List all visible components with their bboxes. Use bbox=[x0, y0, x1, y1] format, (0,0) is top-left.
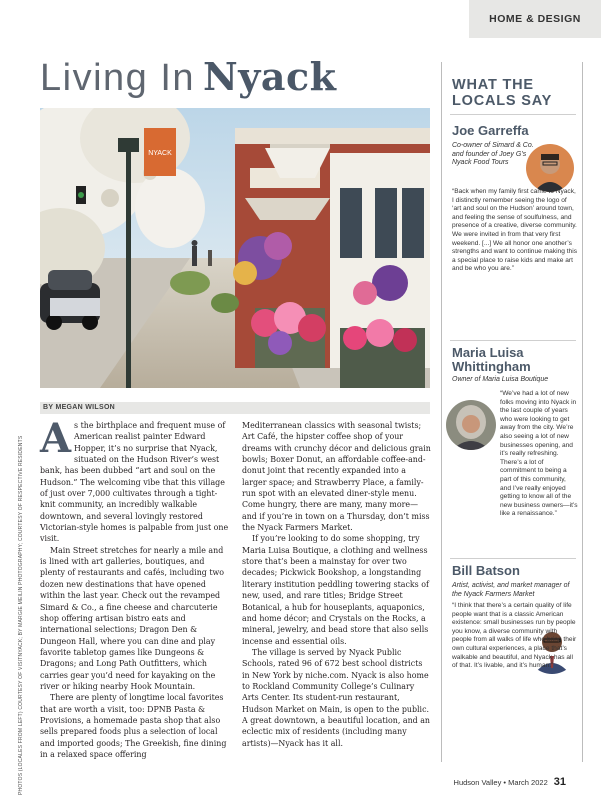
divider bbox=[450, 558, 576, 559]
article-column-1 bbox=[40, 415, 230, 760]
article-paragraph: If you’re looking to do some shopping, try Maria Luisa Boutique, a clothing and wellness store that’s been a mainstay for over two decades; Pickwick Bookshop, a longstanding literary institution peddling towering stacks of new, used, and rare titles; Bridge Street Botanical, a hub for houseplants, aquaponics, and home décor; and Crystals on the Rocks, a mineral, jewelry, and bead store that also sells incense and essential oils. bbox=[242, 534, 429, 646]
quote-text: “Back when my family first came to Nyack, I distinctly remember seeing the logo of ‘art and soul on the Hudson’ around town, and feeling the sense of soulfulness, and presence of a creative, diverse community. We were invited in from that very first weekend. [...] We all honor one another’s strengths and want to continue making this a special place to raise kids and make art and be who you are.” bbox=[452, 188, 577, 273]
sidebar-title: WHAT THE LOCALS SAY bbox=[452, 77, 553, 109]
quote-name: Bill Batson bbox=[452, 563, 520, 578]
quote-role: Co-owner of Simard & Co. and founder of Joey G’s Nyack Food Tours bbox=[452, 142, 534, 166]
divider bbox=[450, 114, 576, 115]
page-title bbox=[40, 54, 337, 99]
article-paragraph: As the birthplace and frequent muse of American realist painter Edward Hopper, it’s no surprise that Nyack, situated on the Hudson River’s west bank, has been dubbed “art and soul on the Hudson.” The welcoming vibe that this village of just over 7,000 cultivates through a tight-knit community, an incredibly walkable downtown, and several lovingly restored Victorian-style homes is palpable from just one visit. bbox=[40, 415, 229, 544]
quote-role: Artist, activist, and market manager of the Nyack Farmers Market bbox=[452, 582, 570, 598]
quote-name: Maria Luisa bbox=[452, 345, 524, 360]
section-tag bbox=[469, 0, 601, 38]
street-scene-image bbox=[40, 108, 430, 388]
divider bbox=[450, 340, 576, 341]
section-label: HOME & DESIGN bbox=[489, 13, 581, 25]
avatar bbox=[526, 144, 574, 192]
article-paragraph: Main Street stretches for nearly a mile and is lined with art galleries, boutiques, and plenty of restaurants and cafés, including two dozen new destinations that have opened within the last year. Check out the revamped Simard & Co., a fine cheese and charcuterie shop offering artisan bistro eats and international selections; Dragon Den & Dungeon Hall, where you can dine and play favorite tabletop games like Dungeons & Dragons; and Long Path Outfitters, which carries gear you’d need for kayaking on the river or hiking nearby Hook Mountain. bbox=[40, 545, 225, 691]
article-paragraph: There are plenty of longtime local favorites that are worth a visit, too: DPNB Pasta & Provisions, a homemade pasta shop that also sells prepared foods plus a selection of local and imported goods; The Greekish, fine dining in a relaxed space offering bbox=[40, 693, 227, 759]
article-column-2 bbox=[242, 420, 432, 749]
article-paragraph: Mediterranean classics with seasonal twists; Art Café, the hipster coffee shop of your dreams with crunchy décor and delicious grain bowls; Boxer Donut, an affordable coffee-and-donut joint that recently expanded into a larger space; and Strawberry Place, a family-run spot with an elevated diner-style menu. Come hungry, there are many, many more—and if you’re in town on a Thursday, don’t miss the Nyack Farmers Market. bbox=[242, 421, 431, 533]
title-light: Living In bbox=[40, 57, 196, 99]
quote-name: Joe Garreffa bbox=[452, 123, 529, 138]
title-bold: Nyack bbox=[203, 54, 337, 99]
article-paragraph: The village is served by Nyack Public Schools, rated 96 of 672 best school districts in New York by niche.com. Nyack is also home to Rockland Community College’s Culinary Arts Center. Its student-run restaurant, Hudson Market on Main, is open to the public. A great downtown, a beautiful location, and an eclectic mix of residents (including many artists)—Nyack has it all. bbox=[242, 647, 431, 748]
locals-sidebar bbox=[441, 62, 583, 762]
page-footer bbox=[454, 776, 566, 788]
page-number: 31 bbox=[553, 776, 566, 788]
quote-role: Owner of Maria Luisa Boutique bbox=[452, 376, 549, 383]
avatar bbox=[446, 400, 496, 450]
quote-text: “We’ve had a lot of new folks moving into Nyack in the last couple of years who were looking to get away from the city. We’re also seeing a lot of new businesses opening, and it’s really refreshing. There’s a lot of commitment to being a part of this community, and I’ve really enjoyed getting to know all of the new business owners—it’s like a renaissance.” bbox=[500, 390, 578, 518]
quote-name: Whittingham bbox=[452, 359, 531, 374]
quote-text: “I think that there’s a certain quality of life people want that is a classic American existence: small businesses run by people you know, a diverse community with people from all walks of life who bring their own cultural experiences, a place that’s walkable and beautiful, and Nyack has all of that. It’s livable, and it’s human.” bbox=[452, 602, 577, 670]
hero-photo bbox=[40, 108, 430, 388]
drop-cap: A bbox=[40, 415, 72, 462]
photo-credit: PHOTOS (LOCALES FROM LEFT) COURTESY OF VISITNYACK; BY MARGIE MEILIN PHOTOGRAPHY; COURTESY OF RESPECTIVE RESIDENTS bbox=[18, 435, 24, 795]
publication-info: Hudson Valley • March 2022 bbox=[453, 777, 548, 787]
banner-text: NYACK bbox=[148, 150, 172, 157]
byline: BY MEGAN WILSON bbox=[40, 402, 430, 414]
